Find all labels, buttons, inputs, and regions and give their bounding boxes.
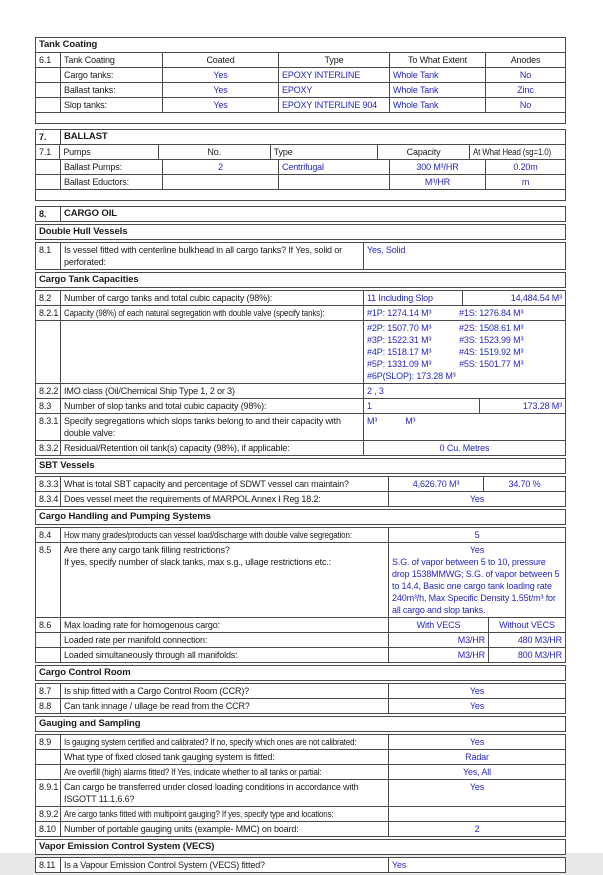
answer-value: Yes, All (388, 765, 565, 779)
type-value: EPOXY (278, 83, 389, 97)
answer-total-capacity: 14,484.54 M³ (462, 291, 565, 305)
capacities-table (35, 290, 566, 456)
pump-capacity-value: 300 M³/HR (389, 160, 485, 174)
question-row-8-2-2 (36, 383, 565, 398)
stbd-tank-list (459, 322, 562, 382)
empty-row (36, 112, 565, 123)
row-number: 8.8 (39, 701, 52, 711)
answer-value: 0 Cu. Metres (363, 441, 565, 455)
col-header-coated: Coated (162, 53, 278, 67)
section-header-sbt-vessels: SBT Vessels (39, 460, 95, 471)
row-number (36, 750, 60, 764)
with-vecs-value: M3/HR (388, 633, 488, 647)
question-text: Can cargo be transferred under closed loading conditions in accordance with ISGOTT 11.1.6.6? (60, 780, 388, 806)
col-header-anodes: Anodes (485, 53, 565, 67)
row-number: 8.3.1 (39, 416, 59, 426)
question-text (60, 528, 388, 542)
question-row-8-3 (36, 398, 565, 413)
question-row-8-3-3 (36, 477, 565, 491)
col-header-head-text: At What Head (sg=1.0) (473, 147, 552, 157)
loading-rate-row-manifold (36, 632, 565, 647)
row-number: 6.1 (39, 55, 52, 65)
col-header-with-vecs: With VECS (388, 618, 488, 632)
question-row-8-1 (36, 243, 565, 269)
tank-coating-table (35, 37, 566, 124)
col-header-pumps: Pumps (59, 145, 157, 159)
row-number: 8.9 (39, 737, 52, 747)
table-row-ballast-tanks (36, 82, 565, 97)
answer-tank-count: 11 Including Slop (363, 291, 462, 305)
answer-sbt-percentage: 34.70 % (483, 477, 565, 491)
row-number: 8.7 (39, 686, 52, 696)
section-row (36, 666, 565, 680)
section-number: 7. (39, 132, 47, 142)
question-text-inner: Is gauging system certified and calibrated? If no, specify which ones are not calibrated: (64, 737, 357, 747)
col-header-capacity: Capacity (377, 145, 470, 159)
question-text-inner: How many grades/products can vessel load/discharge with double valve segregation: (64, 530, 352, 540)
port-tank-value: #5P: 1331.09 M³ (367, 359, 432, 369)
row-number: 8.9.2 (39, 809, 59, 819)
question-row-8-9-1 (36, 779, 565, 806)
gauging-header-table (35, 716, 566, 732)
stbd-tank-value: #1S: 1276.84 M³ (459, 308, 524, 318)
table-row-slop-tanks (36, 97, 565, 112)
section-row (36, 207, 565, 221)
row-number: 8.10 (39, 824, 56, 834)
port-tank-value: #2P: 1507.70 M³ (367, 323, 432, 333)
row-number (36, 648, 60, 662)
question-row-8-5 (36, 542, 565, 617)
port-tank-value: #1P: 1274.14 M³ (367, 308, 432, 318)
row-number: 8.6 (39, 620, 52, 630)
answer-value: Yes, Solid (363, 243, 565, 269)
question-row-8-8 (36, 698, 565, 713)
section-number: 8. (39, 209, 47, 219)
answer-restrictions-detail: S.G. of vapor between 5 to 10, pressure drop 1538MMWG; S.G. of vapor between 5 to 14.4, Basic one cargo tank loading rate 240m³/h, Max Specific Density 1.55t/m³ for all cargo and slop tanks. (392, 557, 560, 615)
answer-segregation-row1 (363, 306, 565, 320)
row-label: Ballast tanks: (60, 83, 162, 97)
question-row-8-3-1 (36, 413, 565, 440)
answer-sbt-capacity: 4,626.70 M³ (388, 477, 483, 491)
eductor-head-value: m (485, 175, 565, 189)
col-header-head (469, 145, 565, 159)
section-row (36, 130, 565, 144)
type-value: EPOXY INTERLINE 904 (278, 98, 389, 112)
question-row-8-4 (36, 528, 565, 542)
stbd-tank-value: #4S: 1519.92 M³ (459, 347, 524, 357)
coated-value: Yes (162, 83, 278, 97)
col-header-type: Type (278, 53, 389, 67)
question-text (60, 306, 363, 320)
question-text: Number of portable gauging units (example- MMC) on board: (60, 822, 388, 836)
question-row-8-9 (36, 735, 565, 749)
row-number: 8.2 (39, 293, 52, 303)
unit-value: M³ (367, 416, 378, 426)
col-header-no: No. (158, 145, 270, 159)
question-text: Is ship fitted with a Cargo Control Room (CCR)? (60, 684, 388, 698)
empty-cell (36, 190, 565, 200)
section-header-double-hull: Double Hull Vessels (39, 226, 128, 237)
question-line-1: Are there any cargo tank filling restrictions? (64, 545, 230, 555)
row-number: 8.1 (39, 245, 52, 255)
row-label: Loaded simultaneously through all manifolds: (60, 648, 388, 662)
extent-value: Whole Tank (389, 98, 485, 112)
section-row (36, 840, 565, 854)
answer-slop-count: 1 (363, 399, 479, 413)
col-header-label: Tank Coating (60, 53, 162, 67)
question-text (60, 543, 388, 617)
question-text (60, 807, 388, 821)
question-text-inner: Are cargo tanks fitted with multipoint gauging? If yes, specify type and locations: (64, 809, 334, 819)
handling-table (35, 527, 566, 663)
question-text: Number of cargo tanks and total cubic capacity (98%): (60, 291, 363, 305)
stbd-tank-value: #5S: 1501.77 M³ (459, 359, 524, 369)
pump-type-value: Centrifugal (278, 160, 389, 174)
question-text: What is total SBT capacity and percentage of SDWT vessel can maintain? (60, 477, 388, 491)
anodes-value: No (485, 98, 565, 112)
handling-header-table (35, 509, 566, 525)
question-text: Does vessel meet the requirements of MARPOL Annex I Reg 18.2: (60, 492, 388, 506)
question-row-8-2-1-cont (36, 320, 565, 383)
row-label: Ballast Eductors: (60, 175, 162, 189)
question-row-8-2-1 (36, 305, 565, 320)
answer-value: Yes (388, 858, 565, 872)
anodes-value: No (485, 68, 565, 82)
row-number (36, 98, 60, 112)
answer-value: 2 (388, 822, 565, 836)
row-number (36, 765, 60, 779)
section-row (36, 459, 565, 473)
question-text (60, 765, 388, 779)
section-row (36, 273, 565, 287)
question-text: What type of fixed closed tank gauging system is fitted: (60, 750, 388, 764)
questionnaire-document (35, 37, 566, 875)
anodes-value: Zinc (485, 83, 565, 97)
answer-segregation-row2 (363, 321, 565, 383)
loading-rate-row-all-manifolds (36, 647, 565, 662)
question-text-inner: Are overfill (high) alarms fitted? If Yes, indicate whether to all tanks or partial: (64, 767, 322, 777)
section-header-cargo-oil: CARGO OIL (60, 207, 565, 221)
answer-value: Yes (388, 699, 565, 713)
answer-yes: Yes (469, 545, 485, 555)
answer-value: 2 , 3 (363, 384, 565, 398)
answer-restrictions (388, 543, 565, 617)
question-text: Is vessel fitted with centerline bulkhead in all cargo tanks? If Yes, solid or perforated: (60, 243, 363, 269)
row-number (36, 633, 60, 647)
ballast-table (35, 129, 566, 201)
section-header-ballast: BALLAST (60, 130, 565, 144)
vecs-table (35, 857, 566, 873)
row-number: 8.4 (39, 530, 52, 540)
answer-value: 5 (388, 528, 565, 542)
answer-value: Yes (388, 492, 565, 506)
with-vecs-value: M3/HR (388, 648, 488, 662)
eductor-capacity-value: M³/HR (389, 175, 485, 189)
port-tank-value: #4P: 1518.17 M³ (367, 347, 432, 357)
section-row (36, 225, 565, 239)
section-header-cargo-tank-capacities: Cargo Tank Capacities (39, 274, 139, 285)
vecs-header-table (35, 839, 566, 855)
question-text: Specify segregations which slops tanks belong to and their capacity with double valve: (60, 414, 363, 440)
answer-slop-segregation (363, 414, 565, 440)
row-number: 7.1 (39, 147, 52, 157)
row-number: 8.5 (39, 545, 52, 555)
row-number (36, 68, 60, 82)
capacities-header-table (35, 272, 566, 288)
question-row-8-10 (36, 821, 565, 836)
question-text (60, 735, 388, 749)
section-row (36, 717, 565, 731)
cargo-oil-section-table (35, 206, 566, 222)
row-number: 8.2.1 (39, 308, 59, 318)
col-header-type: Type (270, 145, 377, 159)
question-row-8-2 (36, 291, 565, 305)
section-header-tank-coating: Tank Coating (39, 39, 98, 50)
row-number: 8.3.3 (39, 479, 59, 489)
extent-value: Whole Tank (389, 68, 485, 82)
table-header-row (36, 52, 565, 67)
row-number (36, 321, 60, 383)
question-row-8-6 (36, 617, 565, 632)
coated-value: Yes (162, 98, 278, 112)
row-number: 8.9.1 (39, 782, 59, 792)
section-header-gauging-sampling: Gauging and Sampling (39, 718, 141, 729)
eductor-count-value (162, 175, 278, 189)
question-text: Residual/Retention oil tank(s) capacity (98%), if applicable: (60, 441, 363, 455)
question-row-8-11 (36, 858, 565, 872)
coated-value: Yes (162, 68, 278, 82)
answer-value (388, 807, 565, 821)
question-text: Can tank innage / ullage be read from the CCR? (60, 699, 388, 713)
empty-cell (36, 113, 565, 123)
double-hull-header-table (35, 224, 566, 240)
question-row-8-7 (36, 684, 565, 698)
col-header-without-vecs: Without VECS (488, 618, 565, 632)
port-tank-value: #6P(SLOP): 173.28 M³ (367, 371, 456, 381)
question-text: Is a Vapour Emission Control System (VECS) fitted? (60, 858, 388, 872)
table-header-row (36, 144, 565, 159)
question-row-8-3-4 (36, 491, 565, 506)
question-text-empty (60, 321, 363, 383)
row-number: 8.11 (39, 860, 56, 870)
segregation-columns (367, 307, 562, 319)
port-tank-list (367, 322, 459, 382)
row-number: 8.3 (39, 401, 52, 411)
stbd-tank-value: #2S: 1508.61 M³ (459, 323, 524, 333)
sbt-header-table (35, 458, 566, 474)
without-vecs-value: 800 M3/HR (488, 648, 565, 662)
pump-count-value: 2 (162, 160, 278, 174)
extent-value: Whole Tank (389, 83, 485, 97)
answer-value: Yes (388, 780, 565, 806)
q8-1-table (35, 242, 566, 270)
row-number: 8.3.4 (39, 494, 59, 504)
row-label: Loaded rate per manifold connection: (60, 633, 388, 647)
table-row (36, 38, 565, 52)
answer-value: Radar (388, 750, 565, 764)
sbt-table (35, 476, 566, 507)
row-number: 8.2.2 (39, 386, 59, 396)
answer-value: Yes (388, 684, 565, 698)
row-label: Ballast Pumps: (60, 160, 162, 174)
section-row (36, 510, 565, 524)
stbd-tank-value: #3S: 1523.99 M³ (459, 335, 524, 345)
ccr-header-table (35, 665, 566, 681)
section-header-cargo-handling: Cargo Handling and Pumping Systems (39, 511, 211, 522)
port-tank-value: #3P: 1522.31 M³ (367, 335, 432, 345)
question-text: Number of slop tanks and total cubic capacity (98%): (60, 399, 363, 413)
row-number (36, 83, 60, 97)
table-row-cargo-tanks (36, 67, 565, 82)
col-header-extent: To What Extent (389, 53, 485, 67)
type-value: EPOXY INTERLINE (278, 68, 389, 82)
eductor-type-value (278, 175, 389, 189)
section-header-cargo-control-room: Cargo Control Room (39, 667, 131, 678)
question-row-overfill-alarms (36, 764, 565, 779)
question-text-inner: Capacity (98%) of each natural segregation with double valve (specify tanks): (64, 308, 325, 318)
question-row-gauging-type (36, 749, 565, 764)
row-number (36, 160, 60, 174)
table-row-ballast-pumps (36, 159, 565, 174)
answer-value: Yes (388, 735, 565, 749)
empty-row (36, 189, 565, 200)
segregation-columns (367, 322, 562, 382)
ccr-table (35, 683, 566, 714)
section-header-vecs: Vapor Emission Control System (VECS) (39, 841, 215, 852)
row-number: 8.3.2 (39, 443, 59, 453)
unit-value: M³ (405, 416, 416, 426)
question-row-8-9-2 (36, 806, 565, 821)
without-vecs-value: 480 M3/HR (488, 633, 565, 647)
answer-slop-capacity: 173.28 M³ (479, 399, 565, 413)
question-line-2: If yes, specify number of slack tanks, max s.g., ullage restrictions etc.: (64, 557, 332, 567)
gauging-table (35, 734, 566, 837)
row-label: Cargo tanks: (60, 68, 162, 82)
question-row-8-3-2 (36, 440, 565, 455)
question-text: IMO class (Oil/Chemical Ship Type 1, 2 or 3) (60, 384, 363, 398)
question-text: Max loading rate for homogenous cargo: (60, 618, 388, 632)
row-number (36, 175, 60, 189)
row-label: Slop tanks: (60, 98, 162, 112)
pump-head-value: 0.20m (485, 160, 565, 174)
table-row-ballast-eductors (36, 174, 565, 189)
